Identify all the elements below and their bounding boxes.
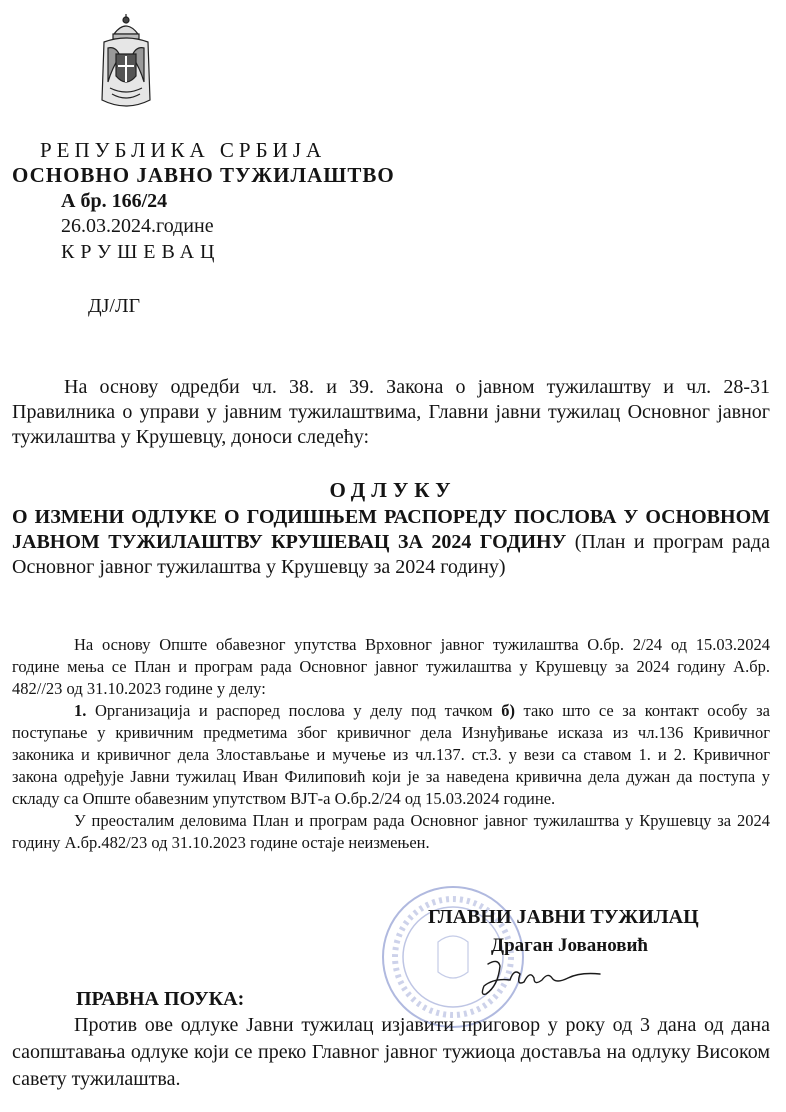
- body-paragraph-1: На основу Опште обавезног упутства Врховног јавног тужилаштва О.бр. 2/24 од 15.03.2024 године мења се План и програм рада Основног јавног тужилаштва у Крушевцу за 2024 годину А.бр. 482//23 од 31.10.2023 године у делу:: [12, 635, 770, 698]
- signatory-role: ГЛАВНИ ЈАВНИ ТУЖИЛАЦ: [428, 906, 699, 928]
- document-date: 26.03.2024.године: [61, 215, 214, 237]
- city-name: КРУШЕВАЦ: [61, 241, 221, 263]
- republic-heading: РЕПУБЛИКА СРБИЈА: [40, 138, 327, 162]
- legal-notice-text: Против ове одлуке Јавни тужилац изјавити приговор у року од 3 дана од дана саопштавања одлуке који се преко Главног јавног тужиоца доставља на одлуку Високом савету тужилаштва.: [12, 1014, 770, 1090]
- reference-number: А бр. 166/24: [61, 190, 168, 212]
- body-paragraph-2: 1. Организација и распоред послова у делу под тачком б) тако што се за контакт особу за поступање у кривичним предметима због кривичног дела Изнуђивање исказа из чл.136 Кривичног законика и кривичног дела Злостављање и мучење из чл.137. ст.3. у вези са ставом 1. и 2. Кривичног закона одређује Јавни тужилац Иван Филиповић који је за наведена кривична дела дужан да поступа у складу са Опште обавезним упутством ВЈТ-а О.бр.2/24 од 15.03.2024 године.: [12, 701, 770, 808]
- decision-title: ОДЛУКУ: [329, 478, 457, 502]
- signatory-name: Драган Јовановић: [491, 935, 649, 956]
- author-initials: ДЈ/ЛГ: [88, 295, 141, 317]
- coat-of-arms-emblem: [96, 12, 156, 114]
- decision-subtitle: [12, 505, 770, 580]
- intro-paragraph: На основу одредби чл. 38. и 39. Закона о јавном тужилаштву и чл. 28-31 Правилника о управи у јавним тужилаштвима, Главни јавни тужилац Основног јавног тужилаштва у Крушевцу, доноси следећу:: [12, 376, 770, 448]
- legal-notice-heading: ПРАВНА ПОУКА:: [76, 988, 245, 1010]
- handwritten-signature: [476, 956, 606, 1000]
- body-paragraph-3: У преосталим деловима План и програм рада Основног јавног тужилаштва у Крушевцу за 2024 годину А.бр.482/23 од 31.10.2023 године остаје неизмењен.: [12, 811, 770, 852]
- decision-subtitle-bold: О ИЗМЕНИ ОДЛУКЕ О ГОДИШЊЕМ РАСПОРЕДУ ПОСЛОВА У ОСНОВНОМ ЈАВНОМ ТУЖИЛАШТВУ КРУШЕВАЦ ЗА 2024 ГОДИНУ: [12, 506, 770, 553]
- decision-body: [12, 634, 770, 854]
- office-heading: ОСНОВНО ЈАВНО ТУЖИЛАШТВО: [12, 163, 395, 187]
- decision-subtitle-note: (План и програм рада Основног јавног тужилаштва у Крушевцу за 2024 годину): [12, 531, 770, 578]
